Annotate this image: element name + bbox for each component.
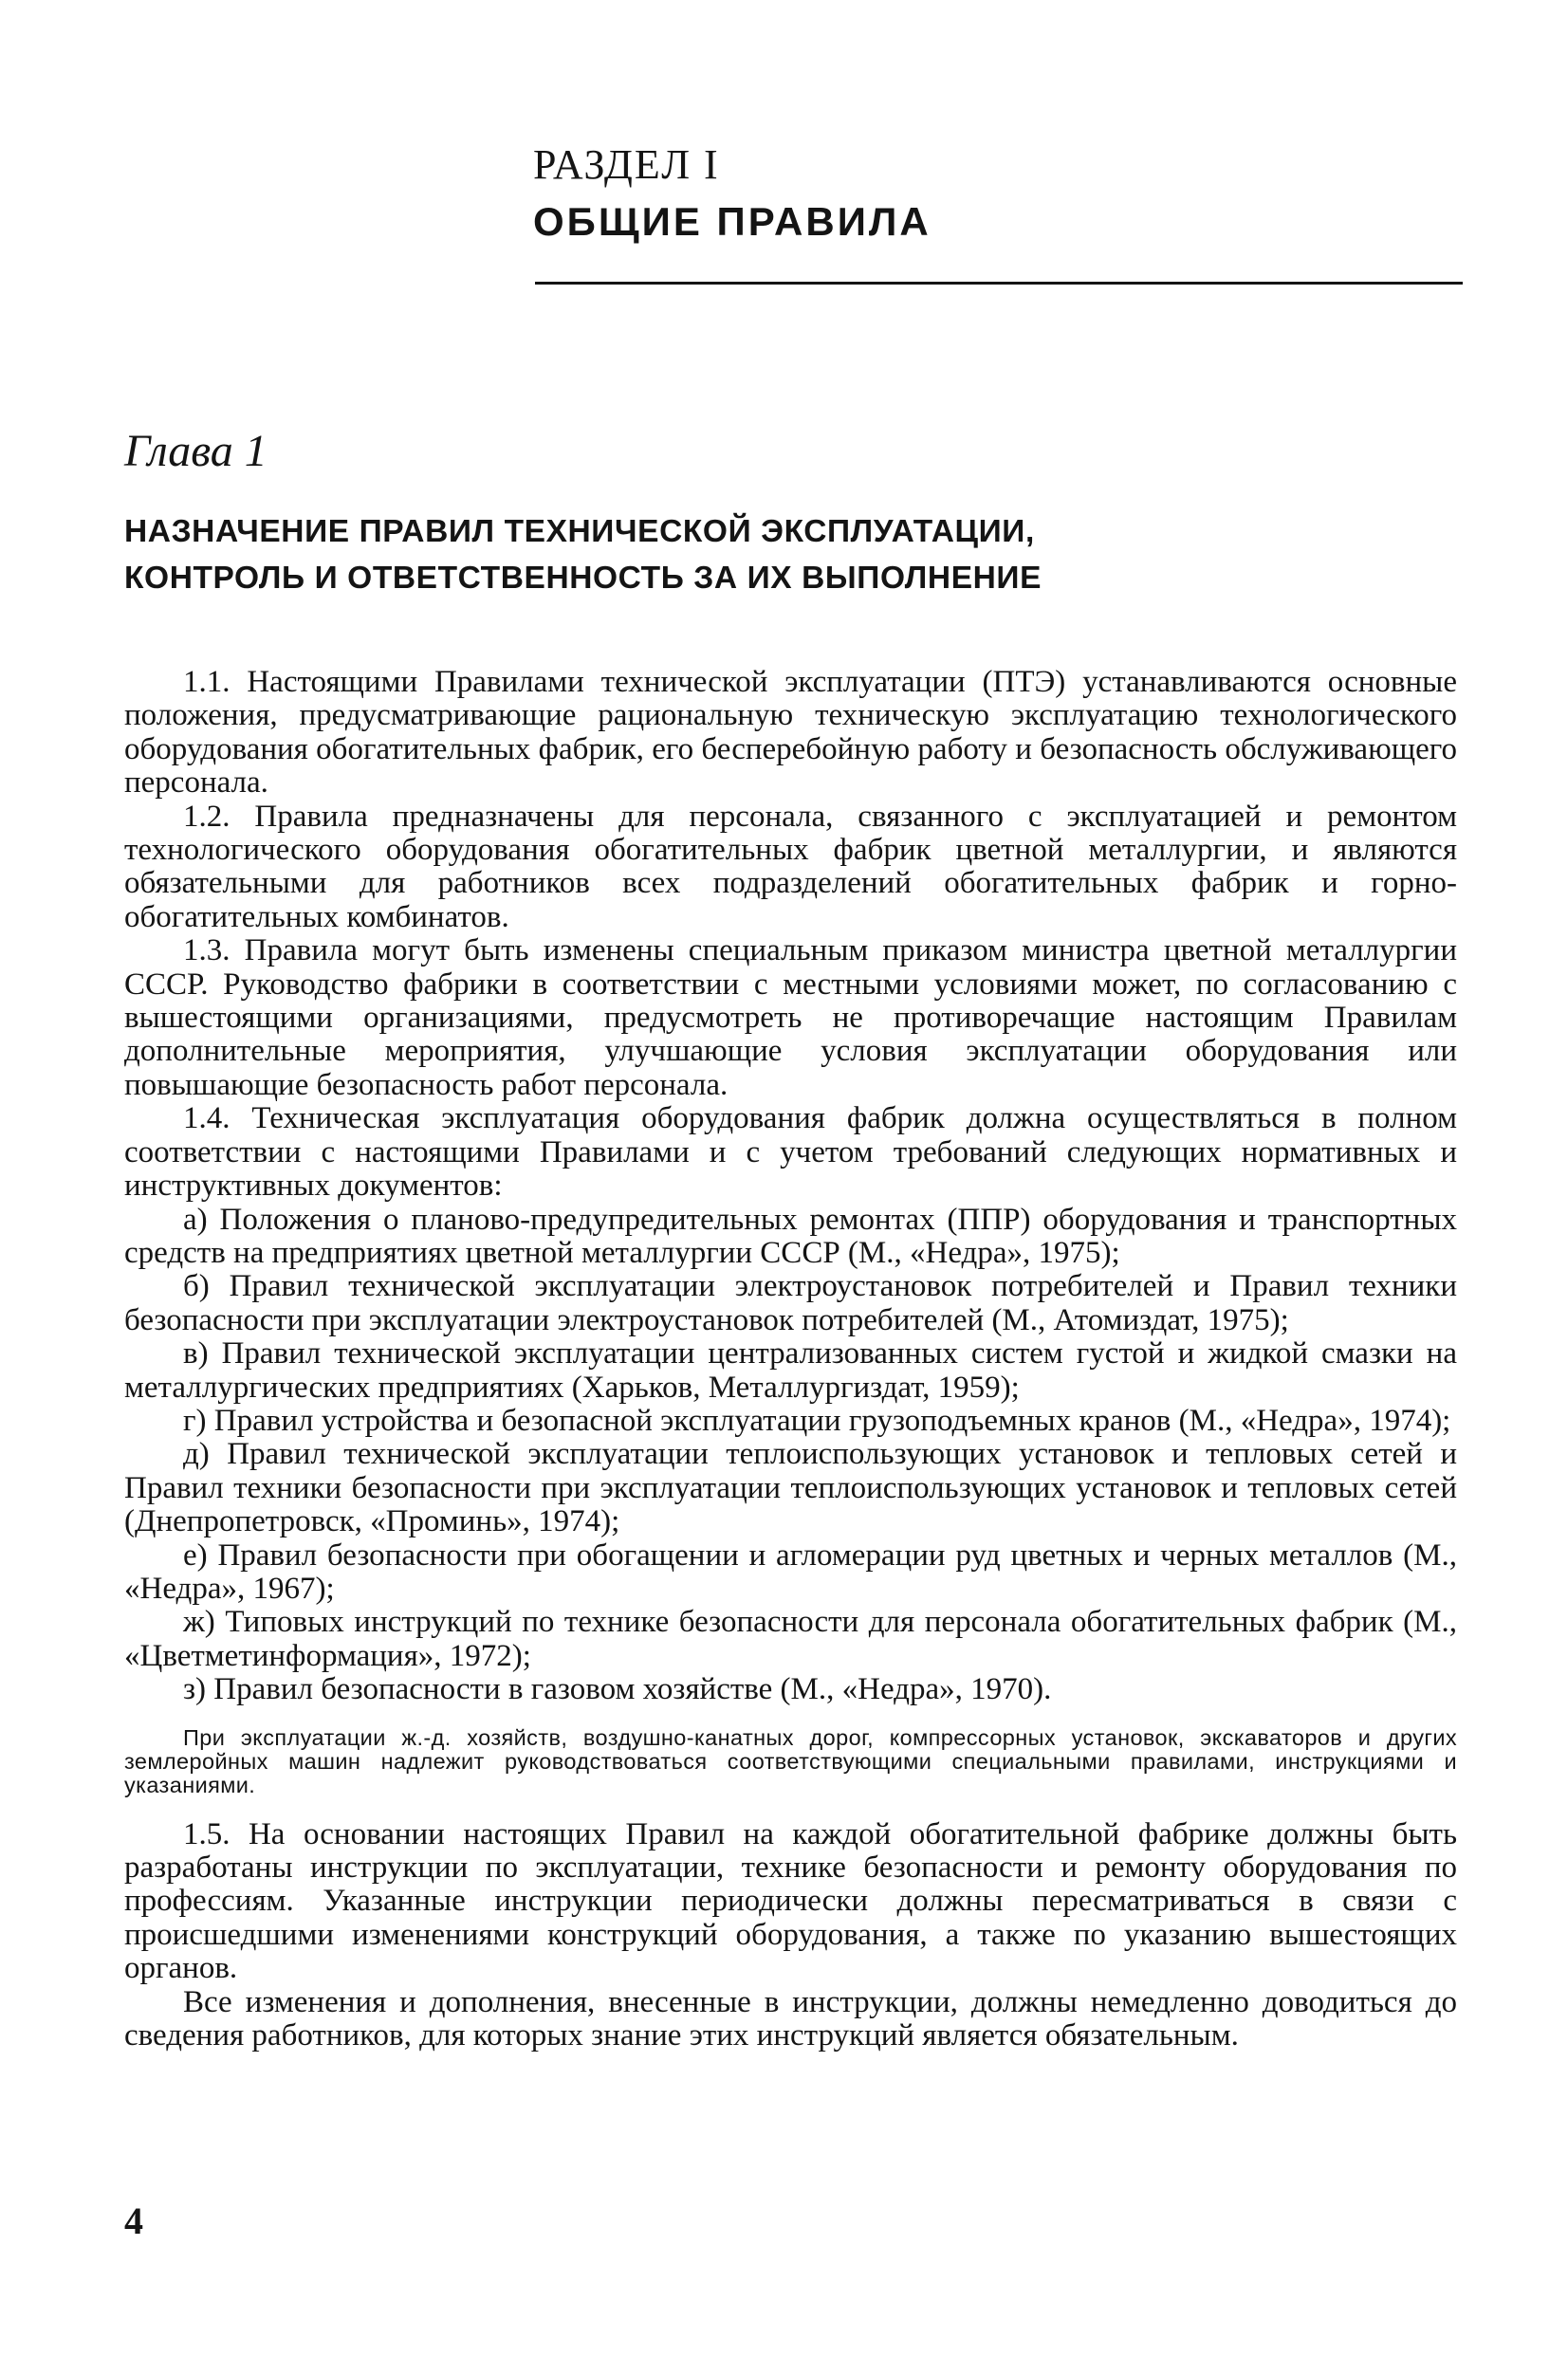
list-item-e: е) Правил безопасности при обогащении и агломерации руд цветных и черных металлов (М., «Недра», 1967); [124,1537,1457,1606]
list-item-a: а) Положения о планово-предупредительных ремонтах (ППР) оборудования и транспортных средств на предприятиях цветной металлургии СССР (М., «Недра», 1975); [124,1202,1457,1270]
body-text [124,666,1457,2053]
paragraph-1-5: 1.5. На основании настоящих Правил на каждой обогатительной фабрике должны быть разработаны инструкции по эксплуатации, технике безопасности и ремонту оборудования по профессиям. Указанные инструкции периодически должны пересматриваться в связи с происшедшими изменениями конструкций оборудования, а также по указанию вышестоящих органов. [124,1816,1457,1986]
list-item-zh: ж) Типовых инструкций по технике безопасности для персонала обогатительных фабрик (М., «Цветметинформация», 1972); [124,1605,1457,1673]
list-item-v: в) Правил технической эксплуатации централизованных систем густой и жидкой смазки на металлургических предприятиях (Харьков, Металлургиздат, 1959); [124,1336,1457,1405]
section-divider [535,282,1463,285]
list-item-z: з) Правил безопасности в газовом хозяйстве (М., «Недра», 1970). [183,1672,1052,1707]
chapter-title [124,508,1471,601]
paragraph-1-4: 1.4. Техническая эксплуатация оборудования фабрик должна осуществляться в полном соответствии с настоящими Правилами и с учетом требований следующих нормативных и инструктивных документов: [124,1101,1457,1204]
list-item-b: б) Правил технической эксплуатации электроустановок потребителей и Правил техники безопасности при эксплуатации электроустановок потребителей (М., Атомиздат, 1975); [124,1269,1457,1337]
section-label: РАЗДЕЛ I [533,141,720,188]
chapter-label: Глава 1 [124,426,267,476]
paragraph-1-2: 1.2. Правила предназначены для персонала, связанного с эксплуатацией и ремонтом технологического оборудования обогатительных фабрик цветной металлургии, и являются обязательными для работников всех подразделений обогатительных фабрик и горно-обогатительных комбинатов. [124,799,1457,934]
section-title: ОБЩИЕ ПРАВИЛА [533,199,932,244]
footnote: При эксплуатации ж.-д. хозяйств, воздушно-канатных дорог, компрессорных установок, экскаваторов и других землеройных машин надлежит руководствоваться соответствующими специальными правилами, инструкциями и указаниями. [124,1724,1457,1797]
chapter-title-line-2: КОНТРОЛЬ И ОТВЕТСТВЕННОСТЬ ЗА ИХ ВЫПОЛНЕНИЕ [124,561,1042,596]
list-item-g: г) Правил устройства и безопасной эксплуатации грузоподъемных кранов (М., «Недра», 1974); [183,1403,1451,1438]
list-item-d: д) Правил технической эксплуатации теплоиспользующих установок и тепловых сетей и Правил техники безопасности при эксплуатации теплоиспользующих установок и тепловых сетей (Днепропетровск, «Проминь», 1974); [124,1437,1457,1539]
paragraph-1-1: 1.1. Настоящими Правилами технической эксплуатации (ПТЭ) устанавливаются основные положения, предусматривающие рациональную техническую эксплуатацию технологического оборудования обогатительных фабрик, его бесперебойную работу и безопасность обслуживающего персонала. [124,665,1457,801]
chapter-title-line-1: НАЗНАЧЕНИЕ ПРАВИЛ ТЕХНИЧЕСКОЙ ЭКСПЛУАТАЦИИ, [124,514,1035,549]
paragraph-final: Все изменения и дополнения, внесенные в инструкции, должны немедленно доводиться до сведения работников, для которых знание этих инструкций является обязательным. [124,1984,1457,2053]
paragraph-1-3: 1.3. Правила могут быть изменены специальным приказом министра цветной металлургии СССР. Руководство фабрики в соответствии с местными условиями может, по согласованию с вышестоящими организациями, предусмотреть не противоречащие настоящим Правилам дополнительные мероприятия, улучшающие условия эксплуатации оборудования или повышающие безопасность работ персонала. [124,933,1457,1102]
page-number: 4 [124,2200,143,2242]
